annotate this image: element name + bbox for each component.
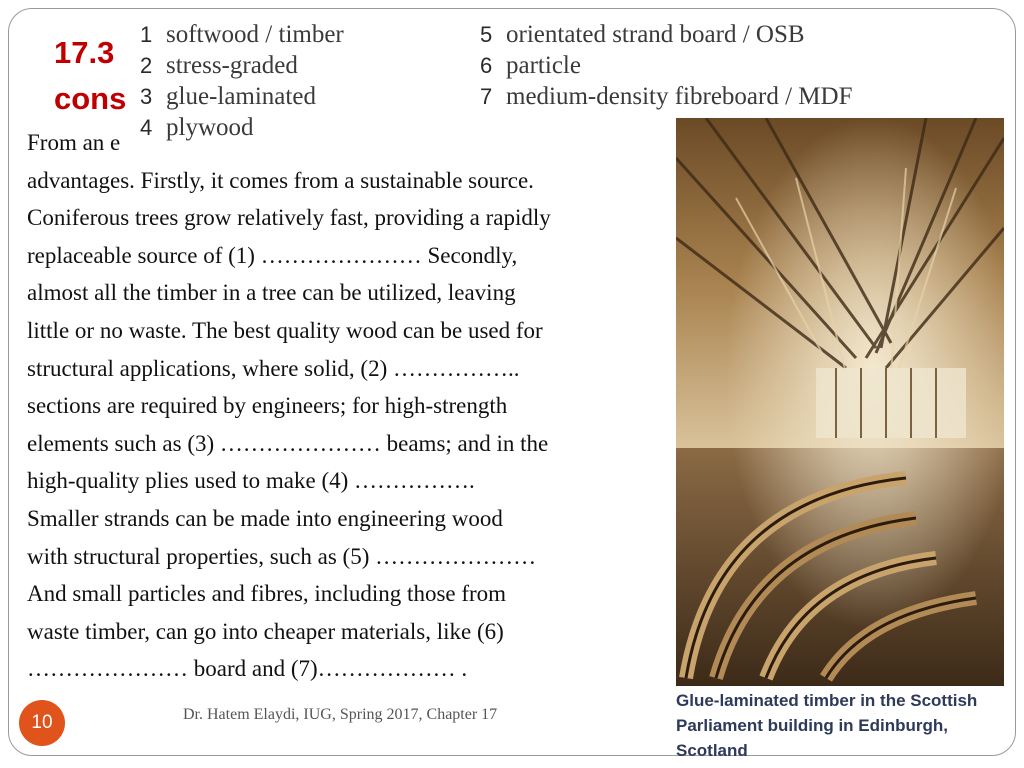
body-line: structural applications, where solid, (2) ……………..	[27, 355, 520, 381]
vocab-number: 7	[480, 84, 493, 109]
vocab-number: 1	[140, 22, 153, 47]
vocab-term: orientated strand board / OSB	[506, 21, 805, 48]
parliament-photo	[676, 118, 1004, 686]
body-line: replaceable source of (1) ………………… Secondly,	[27, 242, 518, 268]
body-line: elements such as (3) ………………… beams; and in the	[27, 430, 549, 456]
vocab-item	[140, 20, 344, 50]
body-line: advantages. Firstly, it comes from a sustainable source.	[27, 167, 534, 193]
vocab-item	[480, 51, 581, 81]
vocab-item	[140, 113, 254, 143]
body-line: Smaller strands can be made into engineering wood	[27, 505, 503, 531]
vocab-term: stress-graded	[166, 52, 298, 79]
vocab-item	[140, 51, 298, 81]
title-line-2: cons	[54, 81, 127, 116]
vocab-term: particle	[506, 52, 581, 79]
body-line: waste timber, can go into cheaper materials, like (6)	[27, 618, 504, 644]
page-number-badge: 10	[19, 700, 65, 746]
vocab-number: 5	[480, 22, 493, 47]
body-line: From an e	[27, 130, 121, 155]
vocab-number: 6	[480, 53, 493, 78]
body-line: little or no waste. The best quality wood can be used for	[27, 317, 543, 343]
body-text	[27, 124, 667, 688]
vocab-term: medium-density fibreboard / MDF	[506, 83, 853, 110]
vocab-number: 3	[140, 84, 153, 109]
vocab-number: 4	[140, 115, 153, 140]
footer-text: Dr. Hatem Elaydi, IUG, Spring 2017, Chapter 17	[183, 706, 498, 723]
body-line: high-quality plies used to make (4) …………….	[27, 468, 475, 494]
body-line: almost all the timber in a tree can be utilized, leaving	[27, 280, 516, 306]
body-line: with structural properties, such as (5) …………………	[27, 543, 537, 569]
vocab-item	[480, 82, 852, 112]
vocab-item	[480, 20, 805, 50]
caption-line-2: Parliament building in Edinburgh, Scotland	[676, 716, 948, 760]
caption-line-1: Glue-laminated timber in the Scottish	[676, 691, 978, 710]
body-line: Coniferous trees grow relatively fast, providing a rapidly	[27, 205, 551, 231]
vocab-number: 2	[140, 53, 153, 78]
vocab-term: glue-laminated	[166, 83, 316, 110]
vocab-item	[140, 82, 316, 112]
vocab-term: plywood	[166, 114, 254, 141]
body-line: ………………… board and (7)……………… .	[27, 656, 468, 682]
title-line-1: 17.3	[54, 35, 115, 70]
vocab-term: softwood / timber	[166, 21, 344, 48]
body-line: sections are required by engineers; for high-strength	[27, 393, 508, 419]
photo-caption	[676, 688, 1016, 763]
body-line: And small particles and fibres, including those from	[27, 581, 507, 607]
